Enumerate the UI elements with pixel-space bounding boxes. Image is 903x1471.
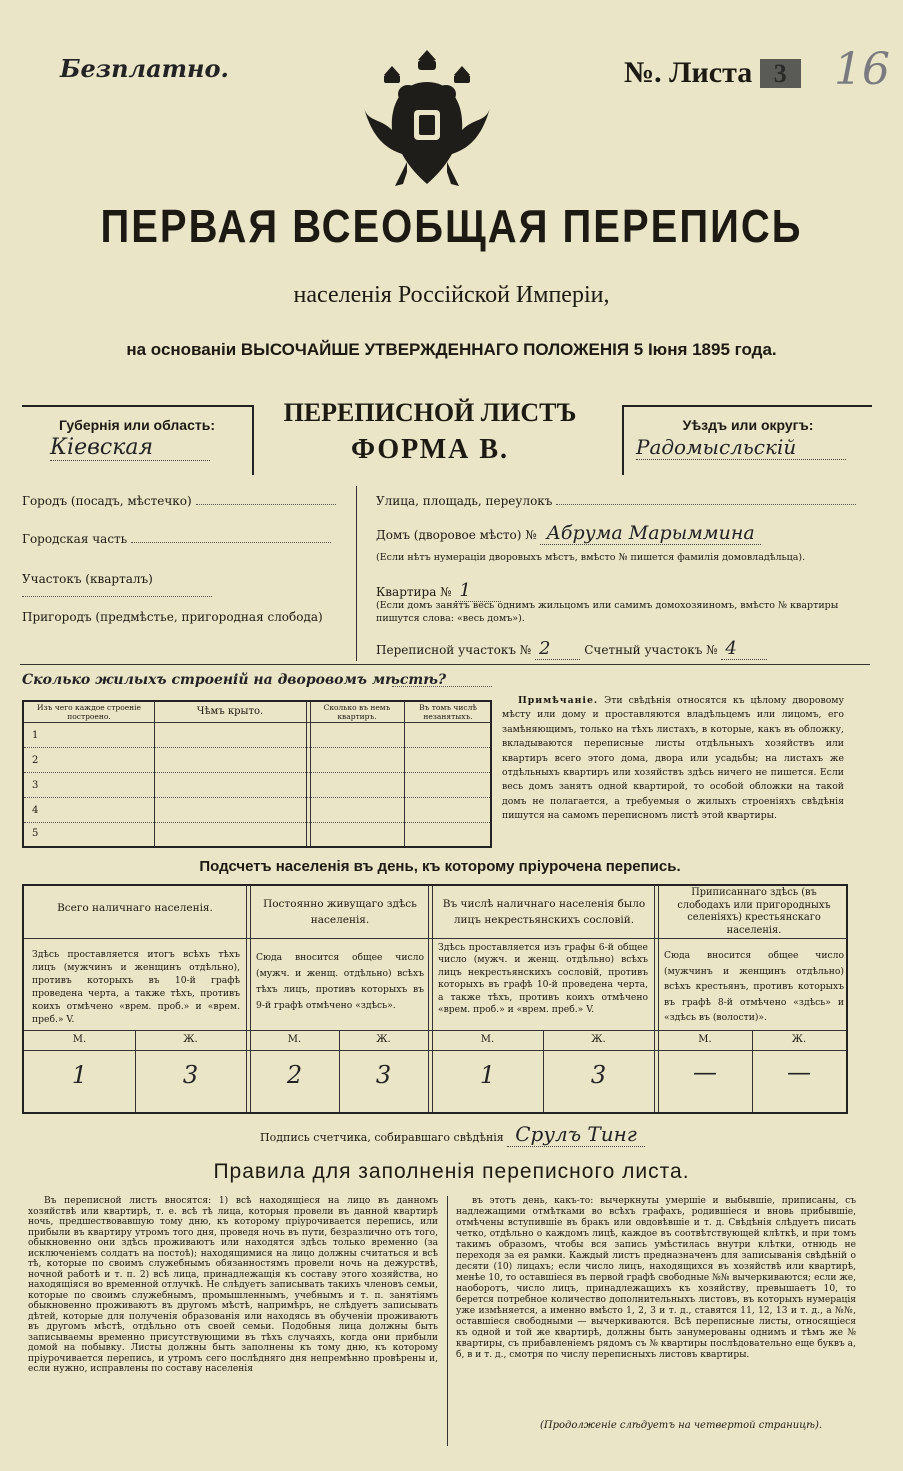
pop-col1-f-label: Ж. — [183, 1034, 198, 1045]
address-divider — [356, 486, 357, 661]
city-part-line — [22, 532, 342, 546]
city-label: Городъ (посадъ, мѣстечко) — [22, 494, 192, 508]
rules-right: въ этотъ день, какъ-то: вычеркнуты умершіе и выбывшіе, приписаны, съ надлежащими отмѣтками во всѣхъ графахъ, родившіеся и вновь прибывшіе, отмѣчены вступившіе въ бракъ или овдовѣвшіе и т. д. Свѣдѣнія слѣдуетъ писать четко, отдѣльно о каждомъ лицѣ, каждое въ соотвѣтствующей клѣткѣ, и при томъ такимъ образомъ, чтобы вся запись умѣстилась внутри клѣтки, отнюдь не переходя за ея рамки. Каждый листъ предназначенъ для записыванія свѣдѣній о десяти (10) лицахъ; если число лицъ, находящихся въ хозяйствѣ или квартирѣ, менѣе 10, то оставшіеся въ первой графѣ свободные №№ вычеркиваются; если же, наоборотъ, число лицъ, принадлежащихъ къ хозяйству, превышаетъ 10, то берется потребное количество дополнительныхъ листовъ, въ которыхъ нумерація уже измѣняется, а именно вмѣсто 1, 2, 3 и т. д., ставятся 11, 12, 13 и т. д., а №№, оставшіеся свободными — вычеркиваются. Всѣ переписные листы, относящіеся къ одной и той же квартирѣ, должны быть занумерованы однимъ и тѣмъ же № квартиры, съ прибавленіемъ рядомъ съ № квартиры послѣдовательно еще буквъ а, б, в и т. д., смотря по числу переписныхъ листовъ квартиры. — [456, 1196, 856, 1360]
archive-number: 16 — [834, 44, 890, 95]
form-type: ФОРМА В. — [350, 434, 510, 465]
imperial-eagle-icon — [362, 44, 492, 194]
pop-col4-m-value: — — [693, 1058, 717, 1086]
pop-col3-m-label: М. — [480, 1034, 495, 1045]
pop-col3-f-label: Ж. — [591, 1034, 606, 1045]
sheet-number-label — [624, 56, 801, 90]
pop-col1-m-value: 1 — [71, 1061, 88, 1089]
pop-col1-head: Всего наличнаго населенія. — [57, 902, 213, 914]
buildings-question: Сколько жилыхъ строеній на дворовомъ мѣстѣ? — [22, 672, 447, 688]
note-block — [502, 694, 844, 824]
pop-col2-desc: Сюда вносится общее число (мужч. и женщ. отдѣльно) всѣхъ тѣхъ лицъ, противъ которыхъ въ 9-й графѣ отмѣчено «здѣсь». — [256, 952, 424, 1011]
city-line — [22, 494, 342, 508]
buildings-row-5: 5 — [32, 828, 39, 839]
signature-label: Подпись счетчика, собиравшаго свѣдѣнія — [260, 1131, 504, 1144]
province-value: Кіевская — [50, 435, 210, 461]
census-district-line — [376, 638, 866, 659]
pop-col4-desc: Сюда вносится общее число (мужчинъ и женщинъ отдѣльно) всѣхъ крестьянъ, противъ которыхъ въ графѣ 8-й отмѣчено «здѣсь» и «здѣсь въ (волости)». — [664, 950, 844, 1023]
buildings-col-apartments: Сколько въ немъ квартиръ. — [323, 703, 391, 721]
signature-line — [260, 1122, 780, 1146]
buildings-col-roof: Чѣмъ крыто. — [196, 706, 264, 717]
census-district-value: 2 — [535, 638, 580, 660]
basis-line: на основаніи ВЫСОЧАЙШЕ УТВЕРЖДЕННАГО ПОЛОЖЕНІЯ 5 Іюня 1895 года. — [126, 340, 777, 359]
apartment-value: 1 — [455, 580, 500, 602]
city-part-label: Городская часть — [22, 532, 128, 546]
pop-col4-f-value: — — [787, 1058, 811, 1086]
pop-col4-head: Приписаннаго здѣсь (въ слободахъ или пригородныхъ селеніяхъ) крестьянскаго населенія. — [677, 887, 831, 936]
house-note: (Если нѣтъ нумераціи дворовыхъ мѣстъ, вмѣсто № пишется фамилія домовладѣльца). — [376, 552, 806, 563]
house-label: Домъ (дворовое мѣсто) № — [376, 528, 537, 542]
suburb-line — [22, 610, 352, 624]
pop-col2-f-label: Ж. — [376, 1034, 391, 1045]
pop-col4-m-label: М. — [698, 1034, 712, 1045]
pop-col2-head: Постоянно живущаго здѣсь населенія. — [263, 898, 417, 926]
house-line — [376, 522, 866, 544]
count-district-label: Счетный участокъ № — [584, 643, 718, 657]
pop-col4-f-label: Ж. — [791, 1034, 807, 1045]
pop-col3-m-value: 1 — [479, 1061, 496, 1089]
population-title: Подсчетъ населенія въ день, къ которому пріурочена перепись. — [199, 858, 681, 875]
census-district-label: Переписной участокъ № — [376, 643, 532, 657]
free-label: Безплатно. — [60, 54, 229, 83]
district-value: Радомысльскій — [636, 435, 846, 460]
buildings-table — [22, 700, 492, 848]
pop-col3-head: Въ числѣ наличнаго населенія было лицъ некрестьянскихъ сословій. — [442, 898, 646, 926]
apartment-label: Квартира № — [376, 585, 452, 599]
pop-col2-f-value: 3 — [375, 1061, 392, 1089]
pop-col1-f-value: 3 — [182, 1061, 199, 1089]
buildings-row-4: 4 — [32, 805, 39, 816]
note-label: Примѣчаніе. — [518, 695, 599, 706]
signature-value: Срулъ Тинг — [507, 1122, 645, 1147]
rules-left: Въ переписной листъ вносятся: 1) всѣ находящіеся на лицо въ данномъ хозяйствѣ или квартирѣ, т. е. всѣ тѣ лица, которыя провели въ данной квартирѣ ночь, предшествовавшую тому дню, къ которому пріурочивается перепись, или прибыли въ квартиру утромъ того дня, проведя ночь въ пути, безразлично отъ того, обыкновенно они здѣсь проживаютъ или находятся здѣсь только временно (за исключеніемъ солдатъ на постоѣ); находящимися на лицо должны считаться и всѣ тѣ, которые по своимъ служебнымъ обязанностямъ провели ночь на дежурствѣ, ночной работѣ и т. п. 2) всѣ лица, принадлежащія къ составу этого хозяйства, но находящіяся во временной отлучкѣ. Не слѣдуетъ записывать такихъ членовъ семьи, которые по своимъ служебнымъ, промышленнымъ, учебнымъ и т. п. занятіямъ обыкновенно проживаютъ въ другомъ мѣстѣ, напримѣръ, не слѣдуетъ записывать дѣтей, которые для полученія образованія или находясь въ обученіи проживаютъ въ другомъ мѣстѣ, отдѣльно отъ своей семьи. Подобныя лица должны быть записываемы временно присутствующими въ тѣхъ случаяхъ, когда они прибыли домой на побывку. Листы должны быть заполнены къ тому дню, къ которому пріурочивается перепись, и утромъ сего послѣдняго дня непремѣнно провѣрены и, если нужно, исправлены по составу населенія — [28, 1196, 438, 1374]
suburb-label: Пригородъ (предмѣстье, пригородная слобода) — [22, 610, 323, 624]
rules-continued: (Продолженіе слѣдуетъ на четвертой страницѣ). — [540, 1420, 823, 1431]
section-line — [22, 572, 342, 600]
apartment-note: (Если домъ занятъ весь однимъ жильцомъ или самимъ домохозяиномъ, вмѣсто № квартиры пишутся слова: «весь домъ»). — [376, 600, 839, 624]
street-label: Улица, площадь, переулокъ — [376, 494, 553, 508]
house-value: Абрума Марыммина — [540, 522, 760, 545]
buildings-row-1: 1 — [32, 730, 39, 741]
count-district-value: 4 — [721, 638, 766, 660]
pop-col2-m-label: М. — [287, 1034, 302, 1045]
buildings-row-2: 2 — [32, 755, 39, 766]
sheet-number: 3 — [760, 59, 801, 88]
note-text: Эти свѣдѣнія относятся къ цѣлому дворовому мѣсту или дому и проставляются владѣльцемъ или лицомъ, его замѣняющимъ, только на тѣхъ листахъ, в которые, какъ въ обложку, вкладываются переписные листы отдѣльныхъ хозяйствъ или квартиръ всего этого дома, двора или усадьбы; на листахъ же отдѣльныхъ квартиръ или хозяйствъ здѣсь ничего не пишется. Если весь домъ занятъ одной квартирой, то особой обложки на такой домъ не полагается, а требуемыя о жилыхъ строеніяхъ свѣдѣнія пишутся на самомъ переписномъ листѣ этой квартиры. — [502, 695, 844, 822]
apartment-line — [376, 580, 866, 601]
province-box — [22, 405, 254, 475]
district-label: Уѣздъ или округъ: — [682, 417, 814, 433]
province-label: Губернія или область: — [58, 417, 216, 433]
sheet-label: №. Листа — [624, 56, 753, 89]
main-title: ПЕРВАЯ ВСЕОБЩАЯ ПЕРЕПИСЬ — [100, 201, 803, 253]
pop-col1-desc: Здѣсь проставляется итогъ всѣхъ тѣхъ лицъ (мужчинъ и женщинъ отдѣльно), противъ которыхъ въ 10-й графѣ проведена черта, а также тѣхъ, противъ коихъ отмѣчено «врем. проб.» и «врем. преб.» V. — [32, 949, 240, 1025]
rules-title: Правила для заполненія переписного листа. — [213, 1160, 690, 1183]
population-table — [22, 884, 848, 1114]
section-divider — [20, 664, 870, 665]
district-box — [622, 405, 872, 475]
subtitle: населенія Россійской Имперіи, — [293, 282, 610, 308]
pop-col2-m-value: 2 — [286, 1061, 303, 1089]
rules-divider — [447, 1196, 448, 1446]
pop-col3-f-value: 3 — [590, 1061, 607, 1089]
buildings-col-material: Изъ чего каждое строеніе построено. — [37, 703, 141, 721]
buildings-col-vacant: Въ томъ числѣ незанятыхъ. — [419, 703, 477, 721]
section-label: Участокъ (кварталъ) — [22, 572, 153, 586]
street-line — [376, 494, 866, 508]
buildings-row-3: 3 — [32, 780, 39, 791]
pop-col1-m-label: М. — [72, 1034, 87, 1045]
form-title: ПЕРЕПИСНОЙ ЛИСТЪ — [283, 398, 577, 427]
pop-col3-desc: Здѣсь проставляется изъ графы 6-й общее число (мужч. и женщ. отдѣльно) всѣхъ лицъ некрестьянскихъ сословій, противъ которыхъ въ графѣ 10-й проведена черта, а также тѣхъ, противъ коихъ отмѣчено «врем. проб.» и «врем. преб.» V. — [438, 942, 648, 1016]
